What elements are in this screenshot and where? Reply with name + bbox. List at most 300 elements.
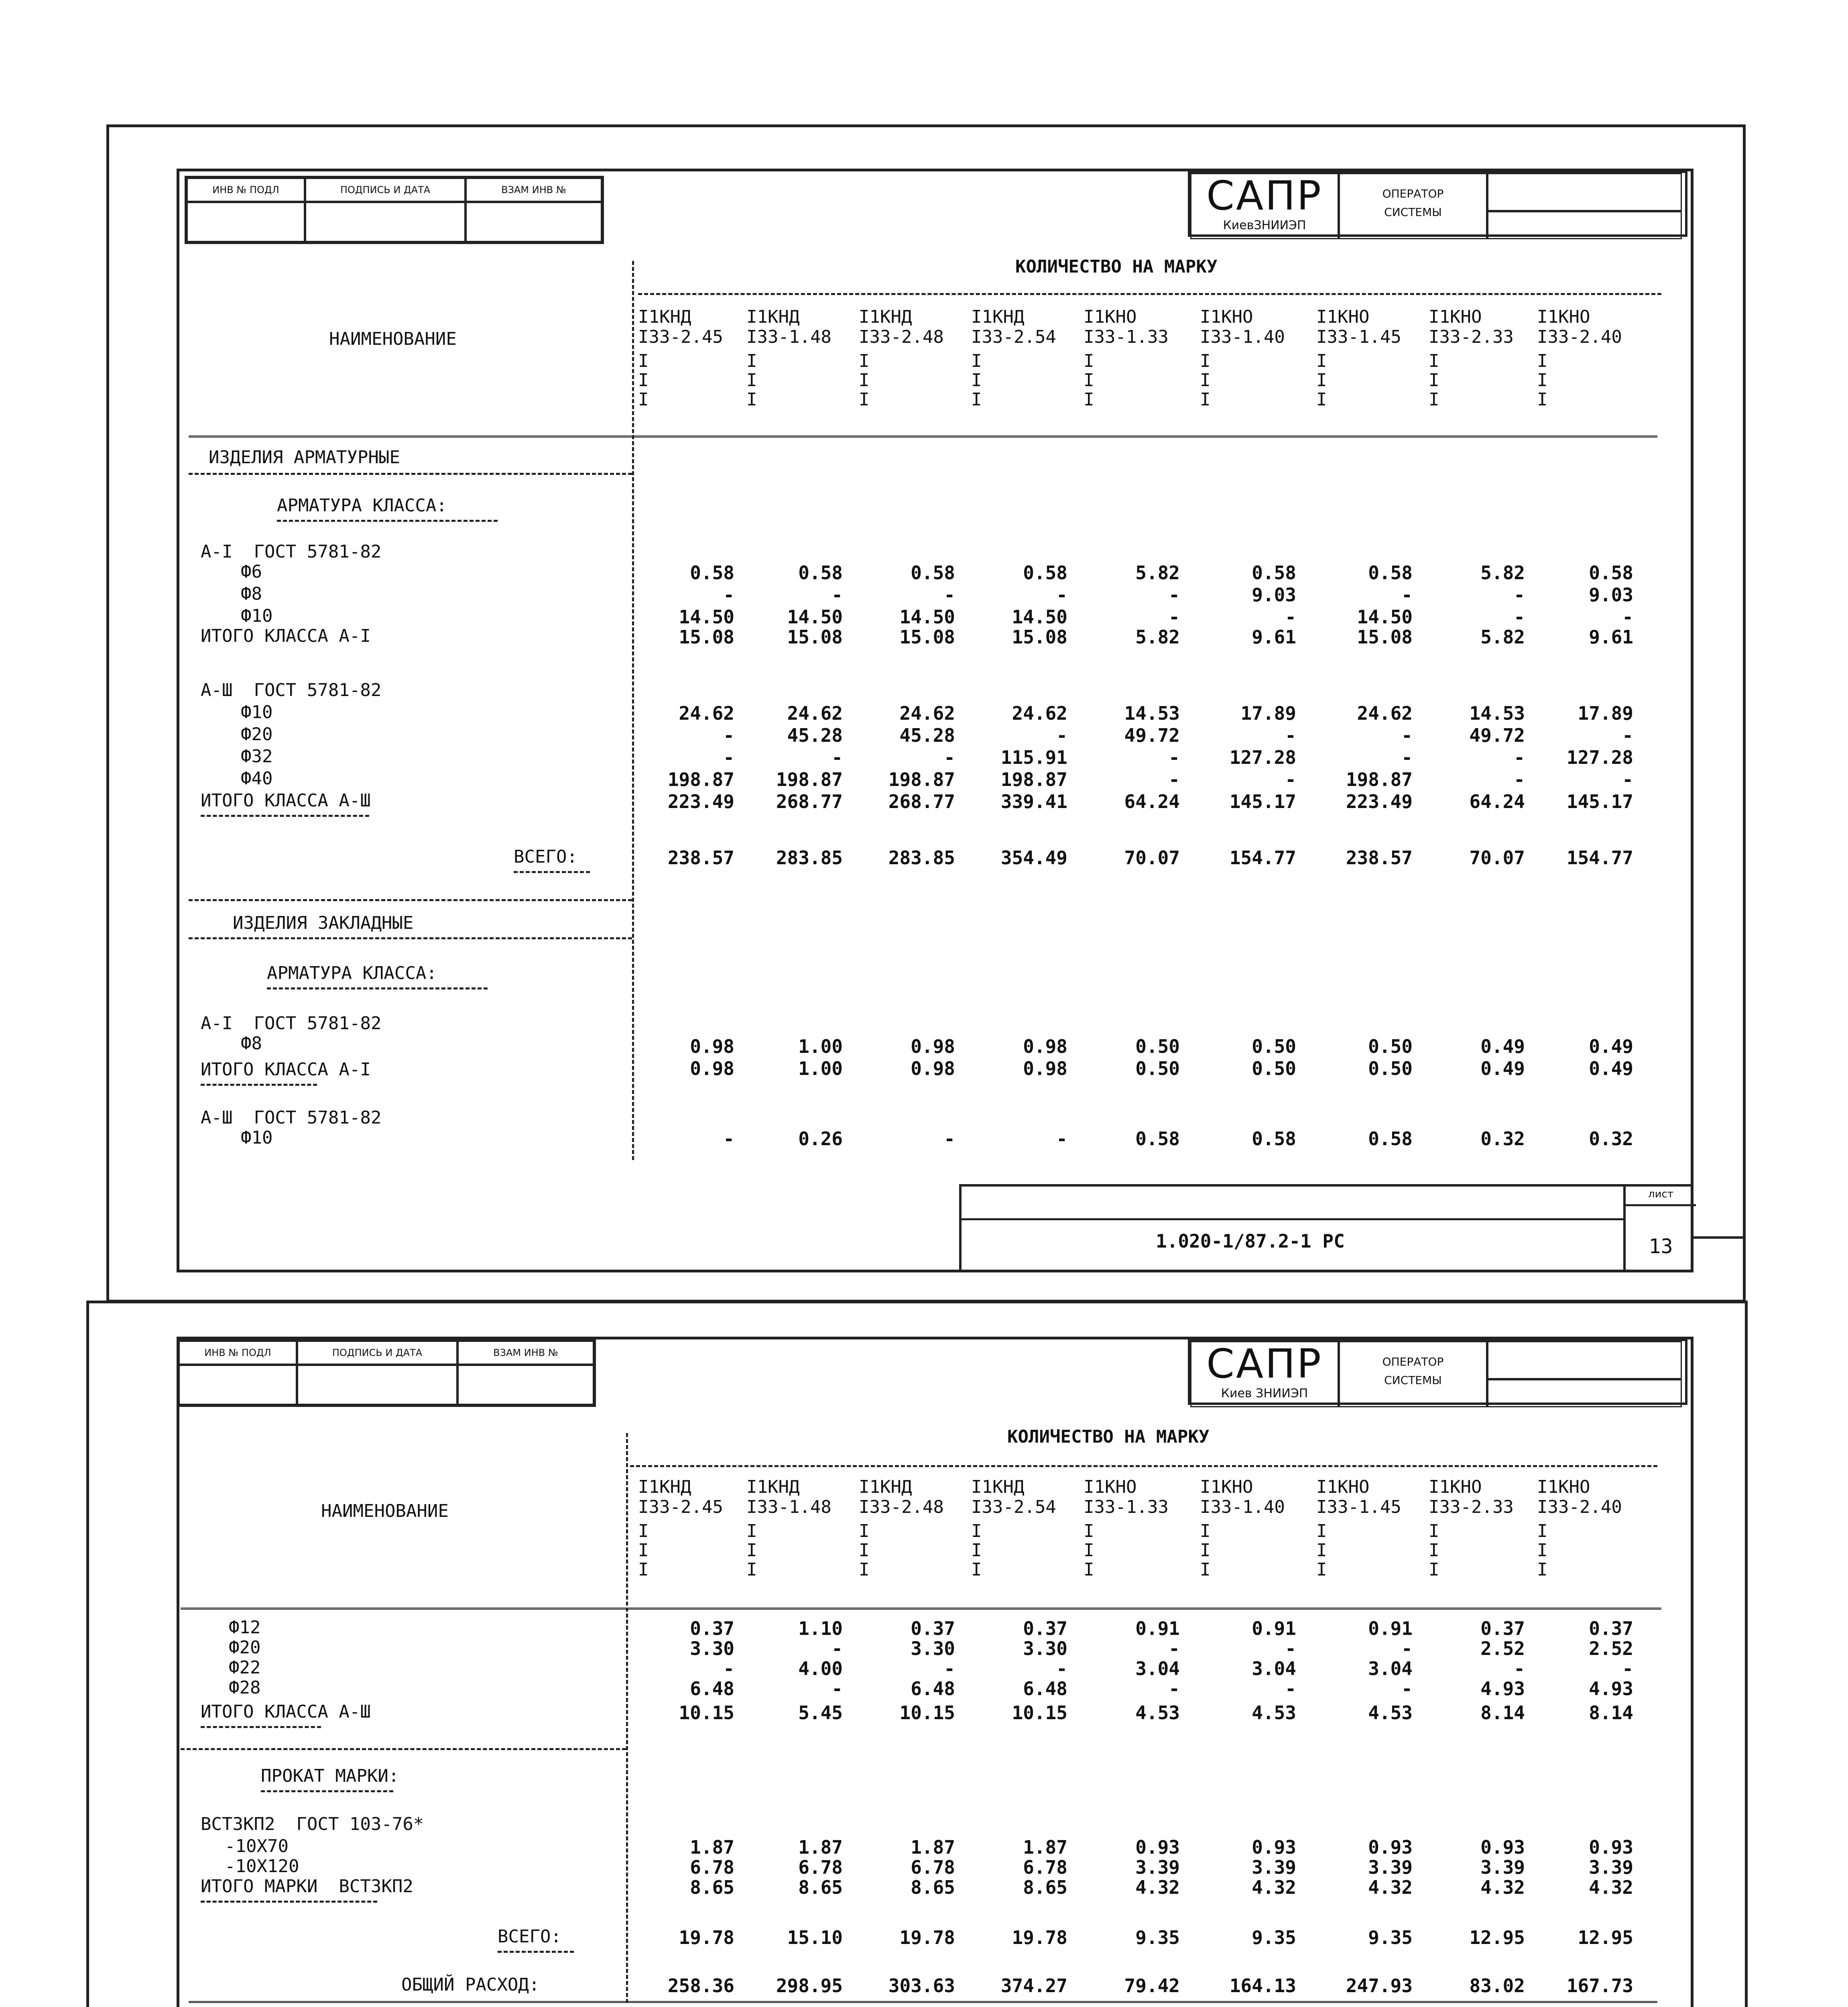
value-cell: 83.02 xyxy=(1469,1975,1525,1997)
subsection-title: АРМАТУРА КЛАССА: xyxy=(267,963,437,983)
value-cell: 3.30 xyxy=(911,1638,955,1659)
value-cell: - xyxy=(1401,747,1413,768)
value-cell: 45.28 xyxy=(787,725,843,746)
value-cell: 247.93 xyxy=(1346,1975,1413,1997)
column-tick: I xyxy=(1316,1559,1327,1580)
value-cell: 0.58 xyxy=(1135,1128,1180,1150)
value-cell: 0.93 xyxy=(1135,1836,1180,1858)
total-label: ВСЕГО: xyxy=(514,847,577,867)
value-cell: 354.49 xyxy=(1000,847,1067,869)
value-cell: 0.98 xyxy=(690,1058,734,1079)
row-label: Ф8 xyxy=(241,584,262,604)
value-cell: 3.39 xyxy=(1589,1856,1633,1878)
value-cell: 0.32 xyxy=(1589,1128,1633,1150)
value-cell: - xyxy=(723,1128,734,1150)
value-cell: 15.08 xyxy=(1357,626,1413,648)
value-cell: 6.78 xyxy=(690,1856,734,1878)
mark-column-header: I1КНД I33-1.48 xyxy=(746,1477,831,1517)
sapr-stamp-2 xyxy=(1188,1339,1687,1405)
value-cell: 0.37 xyxy=(690,1618,734,1639)
mark-column-header: I1КНД I33-1.48 xyxy=(746,307,831,347)
gost-label: А-Ш ГОСТ 5781-82 xyxy=(201,680,382,700)
value-cell: 0.49 xyxy=(1589,1036,1633,1057)
column-tick: I xyxy=(1537,389,1548,410)
value-cell: 19.78 xyxy=(1012,1927,1067,1948)
value-cell: 4.53 xyxy=(1135,1702,1180,1724)
sapr-title: САПР xyxy=(1206,1340,1323,1387)
value-cell: - xyxy=(1285,606,1296,628)
sapr-logo xyxy=(1190,173,1339,239)
row-label: ИТОГО КЛАССА А-I xyxy=(201,1059,371,1080)
subsection-rule xyxy=(277,520,498,522)
value-cell: 14.53 xyxy=(1469,702,1525,724)
row-label: Ф8 xyxy=(241,1033,262,1054)
column-tick: I xyxy=(1200,389,1211,410)
value-cell: 17.89 xyxy=(1578,702,1633,724)
value-cell: 115.91 xyxy=(1000,747,1067,768)
mark-column-header: I1КНО I33-1.33 xyxy=(1084,307,1169,347)
row-rule xyxy=(201,1726,321,1728)
row-label: Ф28 xyxy=(229,1677,261,1698)
edge-tick xyxy=(1693,1236,1746,1239)
value-cell: 0.98 xyxy=(911,1058,955,1079)
column-tick: I xyxy=(1537,1540,1548,1561)
column-tick: I xyxy=(1316,351,1327,371)
total-rule xyxy=(498,1951,574,1953)
value-cell: 0.50 xyxy=(1252,1036,1296,1057)
value-cell: 0.50 xyxy=(1135,1058,1180,1079)
value-cell: 0.50 xyxy=(1368,1036,1413,1057)
value-cell: - xyxy=(1622,1658,1633,1679)
value-cell: 4.32 xyxy=(1135,1877,1180,1898)
column-tick: I xyxy=(1084,351,1094,371)
column-tick: I xyxy=(1429,1540,1439,1561)
value-cell: 223.49 xyxy=(667,791,734,812)
value-cell: 6.48 xyxy=(690,1678,734,1700)
column-tick: I xyxy=(746,351,757,371)
row-rule xyxy=(201,1901,377,1903)
row-label: Ф20 xyxy=(229,1637,261,1658)
value-cell: 4.53 xyxy=(1252,1702,1296,1724)
value-cell: - xyxy=(1401,1678,1413,1700)
value-cell: 14.50 xyxy=(787,606,843,628)
value-cell: 5.82 xyxy=(1135,562,1180,584)
value-cell: 12.95 xyxy=(1469,1927,1525,1948)
value-cell: 0.49 xyxy=(1589,1058,1633,1079)
value-cell: - xyxy=(1401,1638,1413,1659)
column-tick: I xyxy=(859,351,870,371)
row-label: ИТОГО КЛАССА А-I xyxy=(201,626,371,646)
column-tick: I xyxy=(1084,1559,1094,1580)
value-cell: 64.24 xyxy=(1469,791,1525,812)
value-cell: - xyxy=(1514,606,1525,628)
value-cell: 3.30 xyxy=(690,1638,734,1659)
value-cell: 154.77 xyxy=(1566,847,1633,869)
column-tick: I xyxy=(971,370,982,391)
value-cell: 14.50 xyxy=(899,606,955,628)
column-tick: I xyxy=(638,370,649,391)
stamp-empty xyxy=(1487,211,1682,239)
value-cell: - xyxy=(831,584,843,606)
column-tick: I xyxy=(1200,370,1211,391)
sheet-number-box xyxy=(1623,1184,1696,1272)
column-tick: I xyxy=(1200,1559,1211,1580)
value-cell: 0.32 xyxy=(1480,1128,1525,1150)
column-tick: I xyxy=(746,389,757,410)
qty-header: КОЛИЧЕСТВО НА МАРКУ xyxy=(1015,256,1218,277)
value-cell: 0.58 xyxy=(1023,562,1067,584)
value-cell: 49.72 xyxy=(1469,725,1525,746)
value-cell: - xyxy=(723,584,734,606)
value-cell: 0.98 xyxy=(1023,1058,1067,1079)
stamp-header: ИНВ № ПОДЛ xyxy=(179,1341,297,1365)
value-cell: 3.04 xyxy=(1135,1658,1180,1679)
header-rule xyxy=(638,293,1661,295)
column-tick: I xyxy=(1429,1521,1439,1541)
value-cell: 10.15 xyxy=(899,1702,955,1724)
approval-stamp-2 xyxy=(177,1339,596,1407)
value-cell: 4.53 xyxy=(1368,1702,1413,1724)
value-cell: 258.36 xyxy=(667,1975,734,1997)
column-tick: I xyxy=(638,1540,649,1561)
value-cell: - xyxy=(1622,606,1633,628)
value-cell: 24.62 xyxy=(1357,702,1413,724)
column-tick: I xyxy=(746,1521,757,1541)
value-cell: 4.93 xyxy=(1589,1678,1633,1700)
value-cell: 14.50 xyxy=(679,606,734,628)
value-cell: - xyxy=(944,1658,955,1679)
column-tick: I xyxy=(859,370,870,391)
value-cell: 283.85 xyxy=(776,847,843,869)
stamp-cell xyxy=(305,202,466,242)
value-cell: - xyxy=(1514,1658,1525,1679)
name-column-header: НАИМЕНОВАНИЕ xyxy=(321,1501,449,1521)
value-cell: 9.61 xyxy=(1589,626,1633,648)
row-label: Ф20 xyxy=(241,724,273,745)
value-cell: - xyxy=(723,725,734,746)
value-cell: 283.85 xyxy=(888,847,955,869)
value-cell: 3.39 xyxy=(1480,1856,1525,1878)
value-cell: 1.00 xyxy=(798,1058,843,1079)
value-cell: 0.58 xyxy=(798,562,843,584)
column-tick: I xyxy=(971,1540,982,1561)
value-cell: 3.30 xyxy=(1023,1638,1067,1659)
row-label: ИТОГО КЛАССА А-Ш xyxy=(201,1702,371,1722)
value-cell: 0.49 xyxy=(1480,1036,1525,1057)
value-cell: 0.98 xyxy=(1023,1036,1067,1057)
value-cell: 127.28 xyxy=(1229,747,1296,768)
value-cell: - xyxy=(1056,725,1067,746)
value-cell: 1.87 xyxy=(911,1836,955,1858)
value-cell: - xyxy=(1056,1128,1067,1150)
row-label: Ф32 xyxy=(241,746,273,767)
row-label: ИТОГО КЛАССА А-Ш xyxy=(201,790,371,811)
column-tick: I xyxy=(859,389,870,410)
i-column xyxy=(626,1433,628,2003)
stamp-empty xyxy=(1487,173,1682,211)
value-cell: 0.98 xyxy=(911,1036,955,1057)
value-cell: - xyxy=(1622,769,1633,790)
section-title: ИЗДЕЛИЯ ЗАКЛАДНЫЕ xyxy=(233,913,414,933)
title-block-1 xyxy=(959,1184,1693,1272)
column-tick: I xyxy=(1429,370,1439,391)
value-cell: 0.58 xyxy=(1252,562,1296,584)
mark-column-header: I1КНО I33-1.40 xyxy=(1200,1477,1285,1517)
value-cell: 64.24 xyxy=(1124,791,1180,812)
value-cell: - xyxy=(831,747,843,768)
value-cell: - xyxy=(723,747,734,768)
subsection-rule xyxy=(261,1790,393,1792)
value-cell: 145.17 xyxy=(1566,791,1633,812)
sapr-subtitle: КиевЗНИИЭП xyxy=(1223,218,1306,232)
value-cell: 9.35 xyxy=(1135,1927,1180,1948)
mark-column-header: I1КНД I33-2.54 xyxy=(971,1477,1056,1517)
value-cell: 15.10 xyxy=(787,1927,843,1948)
header-rule xyxy=(630,1465,1657,1467)
value-cell: - xyxy=(1169,584,1180,606)
value-cell: 198.87 xyxy=(1000,769,1067,790)
value-cell: - xyxy=(1285,725,1296,746)
document-code: 1.020-1/87.2-1 РС xyxy=(1156,1230,1345,1252)
column-tick: I xyxy=(859,1559,870,1580)
column-tick: I xyxy=(971,351,982,371)
gost-label: ВСТЗКП2 ГОСТ 103-76* xyxy=(201,1814,424,1834)
value-cell: 4.93 xyxy=(1480,1678,1525,1700)
value-cell: 10.15 xyxy=(679,1702,734,1724)
stamp-header: ИНВ № ПОДЛ xyxy=(187,178,305,202)
value-cell: - xyxy=(1169,1678,1180,1700)
value-cell: 268.77 xyxy=(776,791,843,812)
value-cell: 19.78 xyxy=(679,1927,734,1948)
value-cell: 3.04 xyxy=(1252,1658,1296,1679)
value-cell: 0.98 xyxy=(690,1036,734,1057)
value-cell: 15.08 xyxy=(787,626,843,648)
value-cell: 5.45 xyxy=(798,1702,843,1724)
value-cell: 6.48 xyxy=(1023,1678,1067,1700)
value-cell: - xyxy=(1401,584,1413,606)
value-cell: 15.08 xyxy=(899,626,955,648)
stamp-cell xyxy=(457,1365,594,1405)
section-title: ИЗДЕЛИЯ АРМАТУРНЫЕ xyxy=(209,447,400,468)
section-rule xyxy=(189,473,632,475)
column-tick: I xyxy=(746,1559,757,1580)
column-tick: I xyxy=(1316,389,1327,410)
value-cell: - xyxy=(831,1638,843,1659)
value-cell: 0.26 xyxy=(798,1128,843,1150)
stamp-cell xyxy=(179,1365,297,1405)
value-cell: 5.82 xyxy=(1135,626,1180,648)
value-cell: 6.78 xyxy=(798,1856,843,1878)
value-cell: 0.37 xyxy=(1480,1618,1525,1639)
column-tick: I xyxy=(971,1559,982,1580)
value-cell: 15.08 xyxy=(679,626,734,648)
value-cell: - xyxy=(1514,584,1525,606)
gost-label: А-Ш ГОСТ 5781-82 xyxy=(201,1107,382,1128)
value-cell: 2.52 xyxy=(1480,1638,1525,1659)
column-tick: I xyxy=(859,1540,870,1561)
row-label: -10Х120 xyxy=(225,1856,299,1877)
value-cell: 5.82 xyxy=(1480,562,1525,584)
row-rule xyxy=(201,815,369,817)
value-cell: - xyxy=(1622,725,1633,746)
value-cell: 3.39 xyxy=(1135,1856,1180,1878)
value-cell: 19.78 xyxy=(899,1927,955,1948)
value-cell: 0.58 xyxy=(690,562,734,584)
column-tick: I xyxy=(746,1540,757,1561)
total-label: ВСЕГО: xyxy=(498,1926,561,1947)
value-cell: 339.41 xyxy=(1000,791,1067,812)
value-cell: 4.00 xyxy=(798,1658,843,1679)
header-separator xyxy=(181,1608,1661,1610)
list-label: лист xyxy=(1626,1184,1696,1206)
stamp-header: ПОДПИСЬ И ДАТА xyxy=(297,1341,457,1365)
stamp-cell xyxy=(297,1365,457,1405)
sapr-subtitle: Киев ЗНИИЭП xyxy=(1221,1386,1308,1400)
value-cell: 198.87 xyxy=(667,769,734,790)
mark-column-header: I1КНО I33-2.33 xyxy=(1429,307,1514,347)
grand-total-label: ОБЩИЙ РАСХОД: xyxy=(401,1974,540,1995)
value-cell: 12.95 xyxy=(1578,1927,1633,1948)
sapr-title: САПР xyxy=(1206,172,1323,219)
value-cell: - xyxy=(1169,606,1180,628)
value-cell: 0.91 xyxy=(1252,1618,1296,1639)
value-cell: 223.49 xyxy=(1346,791,1413,812)
value-cell: 0.93 xyxy=(1589,1836,1633,1858)
row-label: Ф10 xyxy=(241,606,273,626)
column-tick: I xyxy=(638,1521,649,1541)
mark-column-header: I1КНО I33-1.33 xyxy=(1084,1477,1169,1517)
value-cell: 8.65 xyxy=(798,1877,843,1898)
header-separator xyxy=(189,436,1657,438)
value-cell: 0.49 xyxy=(1480,1058,1525,1079)
value-cell: 0.93 xyxy=(1480,1836,1525,1858)
mark-column-header: I1КНД I33-2.48 xyxy=(859,1477,944,1517)
value-cell: 1.00 xyxy=(798,1036,843,1057)
value-cell: 8.65 xyxy=(690,1877,734,1898)
value-cell: - xyxy=(1169,769,1180,790)
value-cell: 24.62 xyxy=(899,702,955,724)
column-tick: I xyxy=(1537,1521,1548,1541)
value-cell: 9.61 xyxy=(1252,626,1296,648)
value-cell: 6.78 xyxy=(1023,1856,1067,1878)
value-cell: 0.58 xyxy=(1252,1128,1296,1150)
value-cell: - xyxy=(1285,1638,1296,1659)
column-tick: I xyxy=(1429,1559,1439,1580)
row-label: Ф40 xyxy=(241,768,273,789)
value-cell: 0.37 xyxy=(911,1618,955,1639)
mark-column-header: I1КНО I33-2.40 xyxy=(1537,307,1622,347)
row-label: Ф12 xyxy=(229,1617,261,1638)
row-label: ИТОГО МАРКИ ВСТЗКП2 xyxy=(201,1876,413,1897)
column-tick: I xyxy=(859,1521,870,1541)
value-cell: 0.50 xyxy=(1135,1036,1180,1057)
value-cell: 3.39 xyxy=(1252,1856,1296,1878)
value-cell: 24.62 xyxy=(1012,702,1067,724)
value-cell: 8.14 xyxy=(1480,1702,1525,1724)
value-cell: 238.57 xyxy=(667,847,734,869)
mark-column-header: I1КНО I33-1.45 xyxy=(1316,1477,1401,1517)
value-cell: 9.35 xyxy=(1252,1927,1296,1948)
column-tick: I xyxy=(1429,389,1439,410)
value-cell: 14.53 xyxy=(1124,702,1180,724)
value-cell: 70.07 xyxy=(1124,847,1180,869)
column-tick: I xyxy=(1316,1521,1327,1541)
stamp-header: ПОДПИСЬ И ДАТА xyxy=(305,178,466,202)
column-tick: I xyxy=(746,370,757,391)
value-cell: 198.87 xyxy=(888,769,955,790)
value-cell: 154.77 xyxy=(1229,847,1296,869)
stamp-cell xyxy=(466,202,602,242)
value-cell: 0.58 xyxy=(911,562,955,584)
value-cell: 2.52 xyxy=(1589,1638,1633,1659)
value-cell: 0.91 xyxy=(1135,1618,1180,1639)
value-cell: 0.37 xyxy=(1589,1618,1633,1639)
value-cell: 268.77 xyxy=(888,791,955,812)
value-cell: 238.57 xyxy=(1346,847,1413,869)
value-cell: 6.78 xyxy=(911,1856,955,1878)
column-tick: I xyxy=(971,1521,982,1541)
name-column-header: НАИМЕНОВАНИЕ xyxy=(329,329,457,349)
mark-column-header: I1КНД I33-2.54 xyxy=(971,307,1056,347)
value-cell: 0.58 xyxy=(1589,562,1633,584)
value-cell: - xyxy=(1169,747,1180,768)
column-tick: I xyxy=(638,351,649,371)
operator-cell: ОПЕРАТОР СИСТЕМЫ xyxy=(1339,1341,1487,1407)
list-number: 13 xyxy=(1649,1235,1673,1258)
column-tick: I xyxy=(971,389,982,410)
value-cell: 49.72 xyxy=(1124,725,1180,746)
stamp-cell xyxy=(187,202,305,242)
value-cell: - xyxy=(1514,747,1525,768)
value-cell: 127.28 xyxy=(1566,747,1633,768)
column-tick: I xyxy=(1537,351,1548,371)
column-tick: I xyxy=(1429,351,1439,371)
value-cell: 1.87 xyxy=(690,1836,734,1858)
value-cell: 14.50 xyxy=(1012,606,1067,628)
mark-column-header: I1КНО I33-2.40 xyxy=(1537,1477,1622,1517)
value-cell: 0.91 xyxy=(1368,1618,1413,1639)
value-cell: 164.13 xyxy=(1229,1975,1296,1997)
row-rule xyxy=(201,1084,317,1086)
value-cell: 24.62 xyxy=(787,702,843,724)
value-cell: 0.58 xyxy=(1368,1128,1413,1150)
mark-column-header: I1КНО I33-1.40 xyxy=(1200,307,1285,347)
section-rule xyxy=(189,899,632,901)
column-tick: I xyxy=(1200,1540,1211,1561)
column-tick: I xyxy=(638,1559,649,1580)
value-cell: 145.17 xyxy=(1229,791,1296,812)
value-cell: 3.04 xyxy=(1368,1658,1413,1679)
value-cell: 5.82 xyxy=(1480,626,1525,648)
value-cell: 8.14 xyxy=(1589,1702,1633,1724)
sapr-stamp-1 xyxy=(1188,171,1687,237)
gost-label: А-I ГОСТ 5781-82 xyxy=(201,541,382,562)
value-cell: - xyxy=(944,747,955,768)
operator-cell: ОПЕРАТОР СИСТЕМЫ xyxy=(1339,173,1487,239)
value-cell: - xyxy=(1285,1678,1296,1700)
column-tick: I xyxy=(1084,1540,1094,1561)
row-label: Ф10 xyxy=(241,702,273,723)
value-cell: - xyxy=(944,584,955,606)
value-cell: 0.93 xyxy=(1368,1836,1413,1858)
value-cell: 24.62 xyxy=(679,702,734,724)
value-cell: - xyxy=(1285,769,1296,790)
row-label: -10Х70 xyxy=(225,1836,289,1856)
value-cell: 8.65 xyxy=(1023,1877,1067,1898)
value-cell: 70.07 xyxy=(1469,847,1525,869)
value-cell: - xyxy=(1056,1658,1067,1679)
subsection-title: ПРОКАТ МАРКИ: xyxy=(261,1766,399,1786)
